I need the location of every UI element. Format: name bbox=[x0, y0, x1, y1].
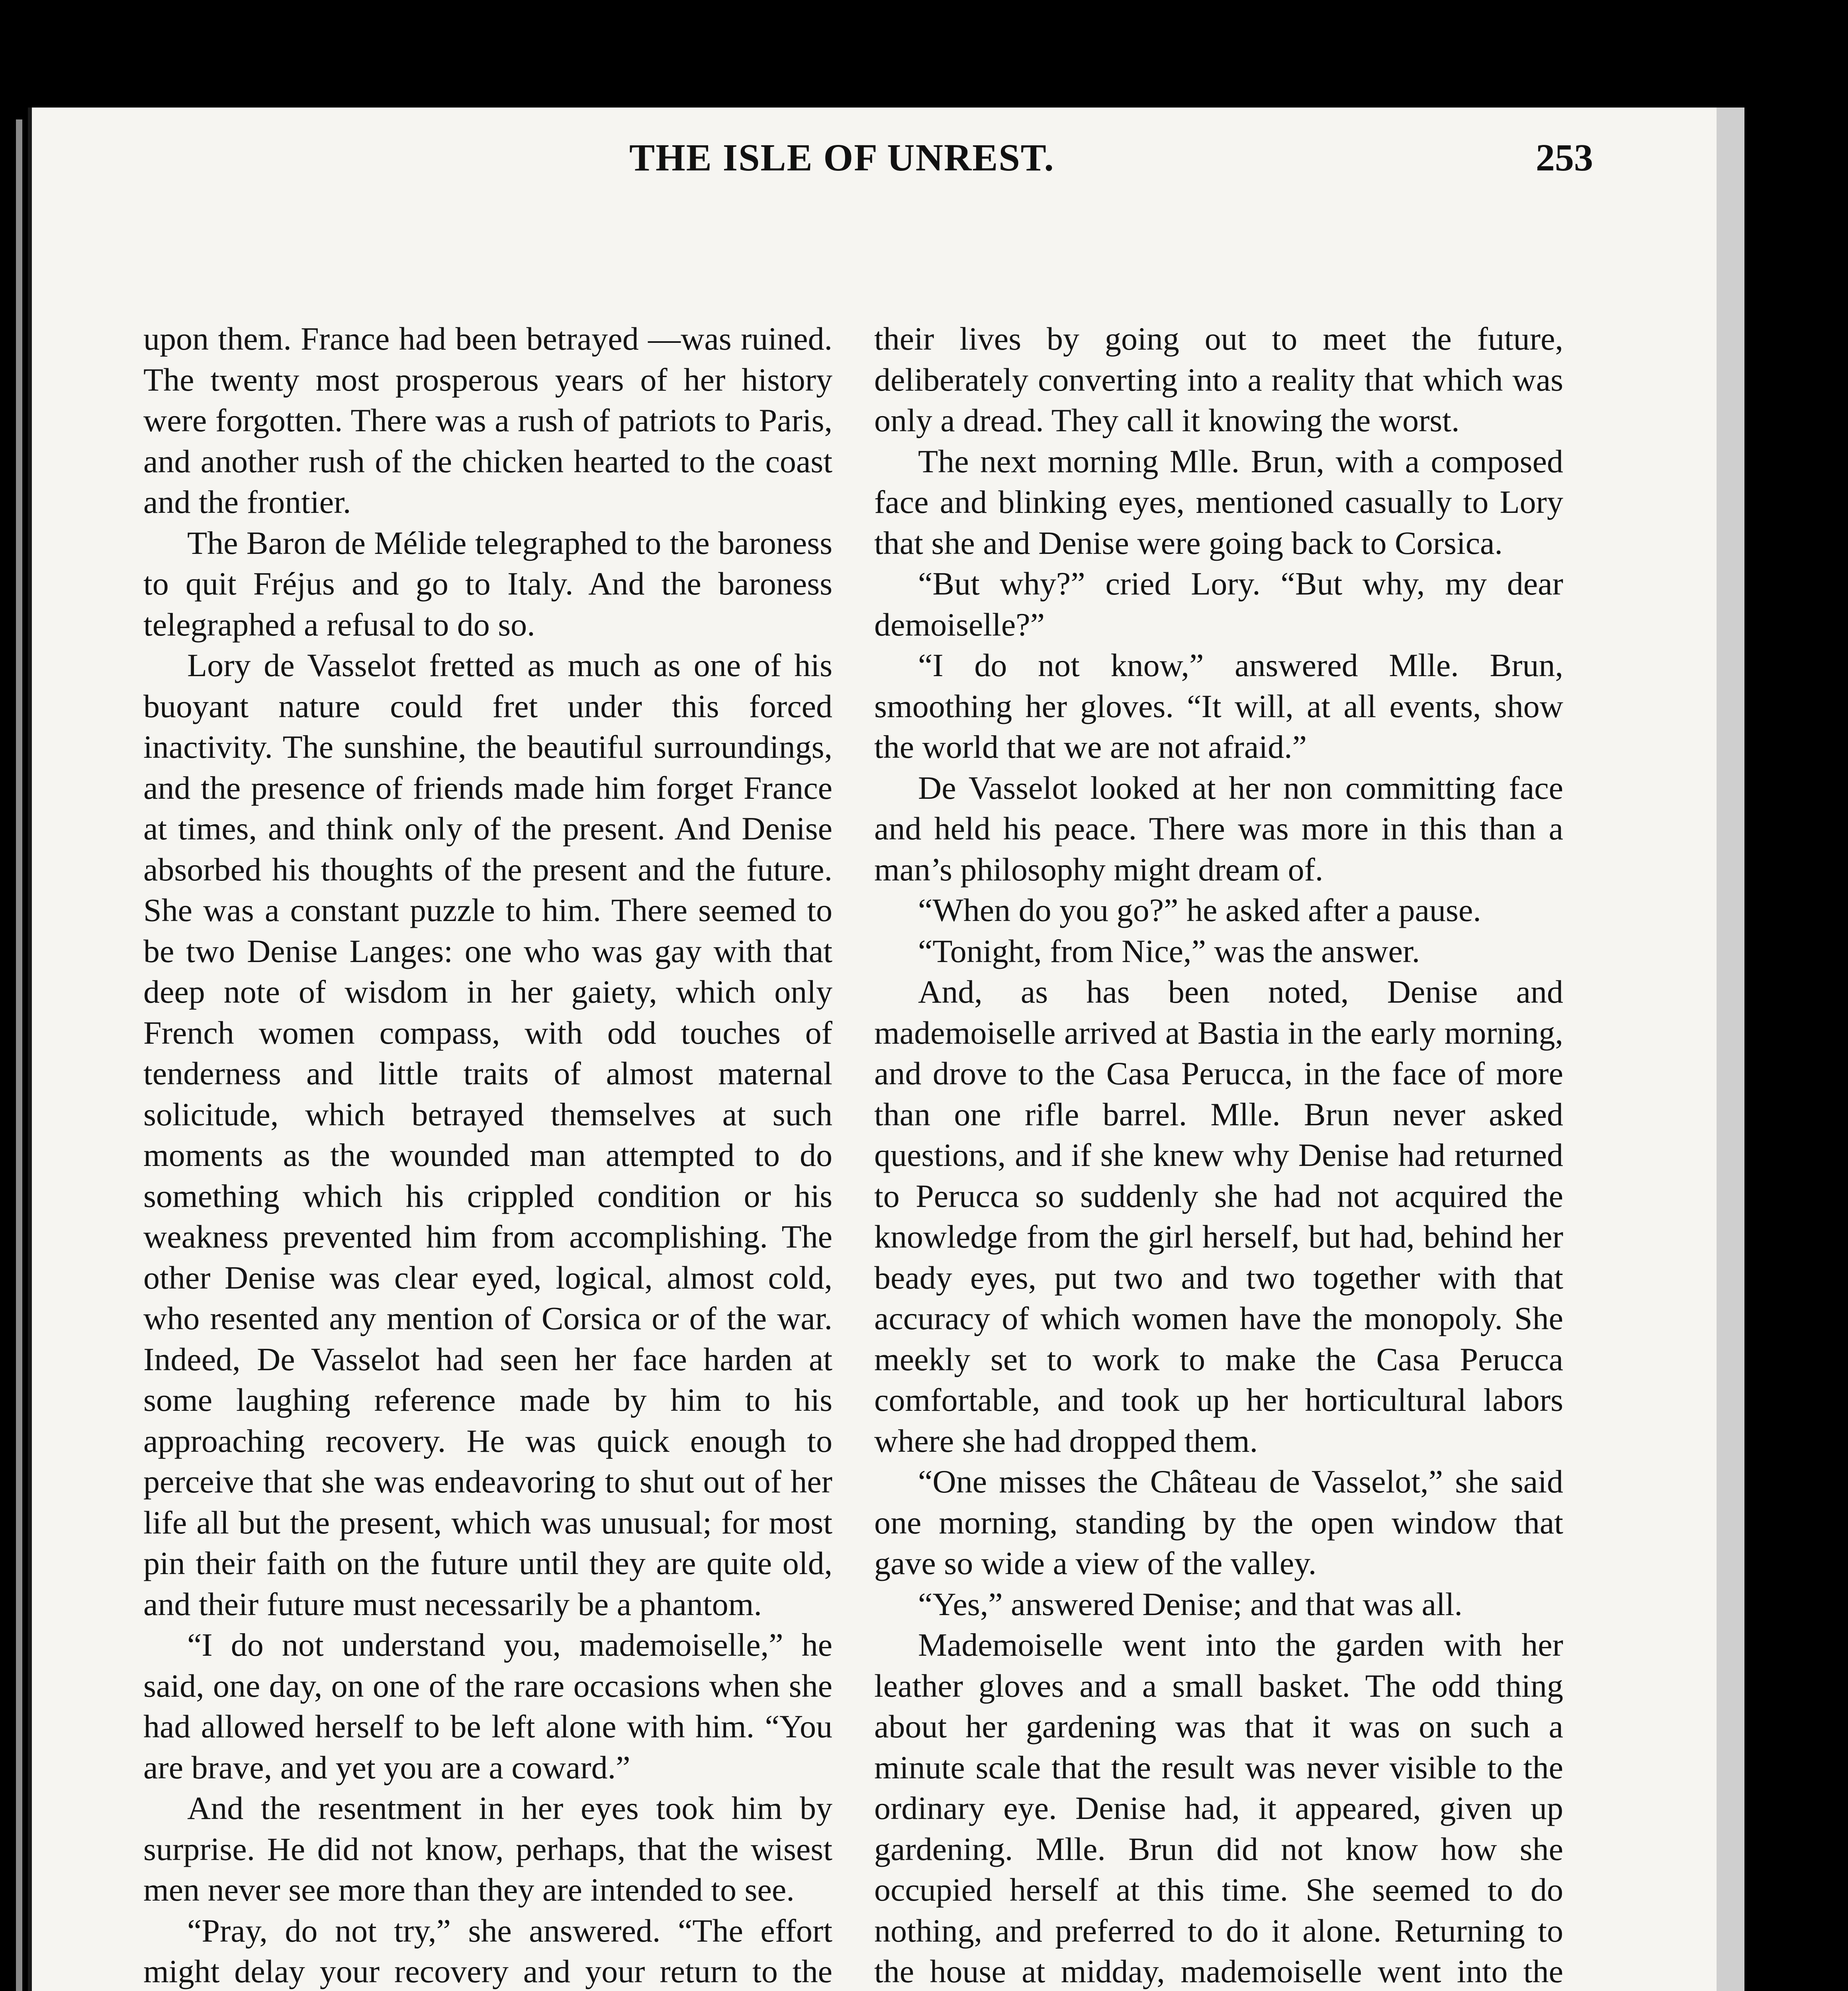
paragraph: The Baron de Mélide telegraphed to the baroness to quit Fréjus and go to Italy. And the baroness telegraphed a refusal to do so. bbox=[143, 524, 832, 643]
paragraph: upon them. France had been betrayed —was ruined. The twenty most prosperous years of her history were forgotten. There was a rush of patriots to Paris, and another rush of the chicken hearted to the coast and the frontier. bbox=[143, 321, 832, 520]
paragraph: And the resentment in her eyes took him by surprise. He did not know, perhaps, that the wisest men never see more than they are intended to see. bbox=[143, 1790, 832, 1908]
paragraph: Lory de Vasselot fretted as much as one of his buoyant nature could fret under this forced inactivity. The sunshine, the beautiful surroundings, and the presence of friends made him forget France at times, and think only of the present. And Denise absorbed his thoughts of the present and the future. She was a constant puzzle to him. There seemed to be two Denise Langes: one who was gay with that deep note of wisdom in her gaiety, which only French women compass, with odd touches of tenderness and little traits of almost maternal solicitude, which betrayed themselves at such moments as the wounded man attempted to do something which his crippled condition or his weakness prevented him from accomplishing. The other Denise was clear eyed, logical, almost cold, who resented any mention of Corsica or of the war. Indeed, De Vasselot had seen her face harden at some laughing reference made by him to his approaching recovery. He was quick enough to perceive that she was endeavoring to shut out of her life all but the present, which was unusual; for most pin their faith on the future until they are quite old, and their future must necessarily be a phantom. bbox=[143, 647, 832, 1622]
paragraph: “I do not understand you, mademoiselle,” he said, one day, on one of the rare occasions when she had allowed herself to be left alone with him. “You are brave, and yet you are a coward.” bbox=[143, 1627, 832, 1786]
running-head: THE ISLE OF UNREST. bbox=[629, 136, 1055, 179]
page-number: 253 bbox=[1536, 136, 1593, 179]
paragraph: “Yes,” answered Denise; and that was all. bbox=[918, 1586, 1463, 1622]
paragraph: “I do not know,” answered Mlle. Brun, smoothing her gloves. “It will, at all events, show the world that we are not afraid.” bbox=[874, 647, 1563, 765]
book-spine-shadow bbox=[16, 119, 22, 1991]
left-column bbox=[143, 319, 832, 1991]
paragraph: De Vasselot looked at her non committing face and held his peace. There was more in this than a man’s philosophy might dream of. bbox=[874, 769, 1563, 888]
paragraph: “But why?” cried Lory. “But why, my dear demoiselle?” bbox=[874, 565, 1563, 643]
paragraph: Mademoiselle went into the garden with her leather gloves and a small basket. The odd thing about her gardening was that it was on such a minute scale that the result was never visible to the ordinary eye. Denise had, it appeared, given up gardening. Mlle. Brun did not know how she occupied herself at this time. She seemed to do nothing, and preferred to do it alone. Returning to the house at midday, mademoiselle went into the bbox=[874, 1627, 1563, 1989]
paragraph: The next morning Mlle. Brun, with a composed face and blinking eyes, mentioned casually to Lory that she and Denise were going back to Corsica. bbox=[874, 443, 1563, 561]
paragraph: And, as has been noted, Denise and mademoiselle arrived at Bastia in the early morning, and drove to the Casa Perucca, in the face of more than one rifle barrel. Mlle. Brun never asked questions, and if she knew why Denise had returned to Perucca so suddenly she had not acquired the knowledge from the girl herself, but had, behind her beady eyes, put two and two together with that accuracy of which women have the monopoly. She meekly set to work to make the Casa Perucca comfortable, and took up her horticultural labors where she had dropped them. bbox=[874, 974, 1563, 1459]
paragraph: “When do you go?” he asked after a pause. bbox=[918, 892, 1481, 928]
paragraph: “One misses the Château de Vasselot,” she said one morning, standing by the open window that gave so wide a view of the valley. bbox=[874, 1463, 1563, 1581]
page-header bbox=[119, 135, 1593, 199]
right-column bbox=[874, 319, 1563, 1991]
paragraph: their lives by going out to meet the future, deliberately converting into a reality that which was only a dread. They call it knowing the worst. bbox=[874, 321, 1563, 438]
paragraph: “Tonight, from Nice,” was the answer. bbox=[918, 933, 1420, 969]
paragraph: “Pray, do not try,” she answered. “The effort might delay your recovery and your return to the bbox=[143, 1912, 832, 1989]
